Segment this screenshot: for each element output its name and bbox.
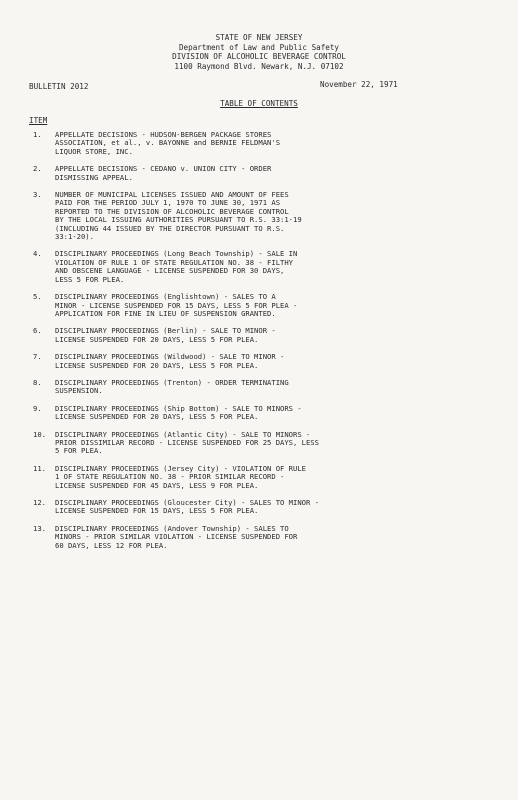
item-number: 3.: [33, 190, 42, 200]
item-number: 5.: [33, 292, 42, 302]
item-text: DISCIPLINARY PROCEEDINGS (Andover Township) - SALES TO MINORS - PRIOR SIMILAR VIOLATION - LICENSE SUSPENDED FOR 60 DAYS, LESS 12 FOR PLEA.: [55, 523, 298, 550]
item-text: DISCIPLINARY PROCEEDINGS (Ship Bottom) - SALE TO MINORS - LICENSE SUSPENDED FOR 20 DAYS, LESS 5 FOR PLEA.: [55, 403, 302, 422]
toc-item: [29, 293, 499, 318]
item-number: 7.: [33, 352, 42, 362]
item-number: 9.: [33, 403, 42, 413]
letterhead-division: DIVISION OF ALCOHOLIC BEVERAGE CONTROL: [172, 52, 346, 61]
letterhead-state: STATE OF NEW JERSEY: [215, 33, 303, 42]
toc-item: [29, 327, 499, 344]
item-text: APPELLATE DECISIONS - HUDSON-BERGEN PACKAGE STORES ASSOCIATION, et al., v. BAYONNE and BERNIE FELDMAN'S LIQUOR STORE, INC.: [55, 130, 281, 156]
item-number: 11.: [33, 463, 46, 473]
letterhead-address: 1100 Raymond Blvd. Newark, N.J. 07102: [174, 61, 344, 71]
toc-item: [29, 250, 499, 284]
item-column-label: ITEM: [29, 116, 48, 125]
toc-item: [29, 131, 499, 156]
toc-item: [29, 191, 499, 241]
item-text: DISCIPLINARY PROCEEDINGS (Long Beach Township) - SALE IN VIOLATION OF RULE 1 OF STATE REGULATION NO. 38 - FILTHY AND OBSCENE LANGUAGE - LICENSE SUSPENDED FOR 30 DAYS, LESS 5 FOR PLEA.: [55, 249, 298, 284]
item-text: DISCIPLINARY PROCEEDINGS (Atlantic City) - SALE TO MINORS - PRIOR DISSIMILAR RECORD - LICENSE SUSPENDED FOR 25 DAYS, LESS 5 FOR PLEA.: [55, 429, 319, 456]
toc-item: [29, 353, 499, 370]
item-text: DISCIPLINARY PROCEEDINGS (Trenton) - ORDER TERMINATING SUSPENSION.: [55, 377, 289, 396]
toc-item: [29, 405, 499, 422]
item-number: 12.: [33, 498, 46, 507]
toc-items: [29, 131, 499, 559]
item-text: APPELLATE DECISIONS - CEDANO v. UNION CITY - ORDER DISMISSING APPEAL.: [55, 164, 272, 182]
toc-item: [29, 165, 499, 182]
item-number: 10.: [33, 429, 46, 439]
item-text: DISCIPLINARY PROCEEDINGS (Jersey City) - VIOLATION OF RULE 1 OF STATE REGULATION NO. 38 - PRIOR SIMILAR RECORD - LICENSE SUSPENDED FOR 45 DAYS, LESS 9 FOR PLEA.: [55, 463, 306, 490]
letterhead-department: Department of Law and Public Safety: [178, 42, 339, 52]
item-text: DISCIPLINARY PROCEEDINGS (Berlin) - SALE TO MINOR - LICENSE SUSPENDED FOR 20 DAYS, LESS 5 FOR PLEA.: [55, 326, 276, 344]
bulletin-number: BULLETIN 2012: [29, 82, 89, 91]
bulletin-date: November 22, 1971: [320, 80, 398, 89]
item-number: 13.: [33, 523, 46, 533]
letterhead: [0, 33, 518, 71]
item-text: DISCIPLINARY PROCEEDINGS (Wildwood) - SALE TO MINOR - LICENSE SUSPENDED FOR 20 DAYS, LESS 5 FOR PLEA.: [55, 352, 285, 370]
toc-title: TABLE OF CONTENTS: [220, 99, 298, 108]
item-number: 4.: [33, 249, 42, 259]
toc-item: [29, 431, 499, 456]
toc-item: [29, 499, 499, 516]
item-number: 8.: [33, 377, 42, 387]
item-number: 2.: [33, 164, 42, 174]
toc-item: [29, 379, 499, 396]
item-number: 1.: [33, 130, 42, 139]
item-text: NUMBER OF MUNICIPAL LICENSES ISSUED AND AMOUNT OF FEES PAID FOR THE PERIOD JULY 1, 1970 TO JUNE 30, 1971 AS REPORTED TO THE DIVISION OF ALCOHOLIC BEVERAGE CONTROL BY THE LOCAL ISSUING AUTHORITIES PURSUANT TO R.S. 33:1-19 (INCLUDING 44 ISSUED BY THE DIRECTOR PURSUANT TO R.S. 33:1-20).: [55, 190, 302, 242]
item-number: 6.: [33, 326, 42, 336]
item-text: DISCIPLINARY PROCEEDINGS (Gloucester City) - SALES TO MINOR - LICENSE SUSPENDED FOR 15 DAYS, LESS 5 FOR PLEA.: [55, 498, 319, 516]
toc-item: [29, 465, 499, 490]
toc-item: [29, 525, 499, 550]
item-text: DISCIPLINARY PROCEEDINGS (Englishtown) - SALES TO A MINOR - LICENSE SUSPENDED FOR 15 DAYS, LESS 5 FOR PLEA - APPLICATION FOR FINE IN LIEU OF SUSPENSION GRANTED.: [55, 292, 298, 318]
